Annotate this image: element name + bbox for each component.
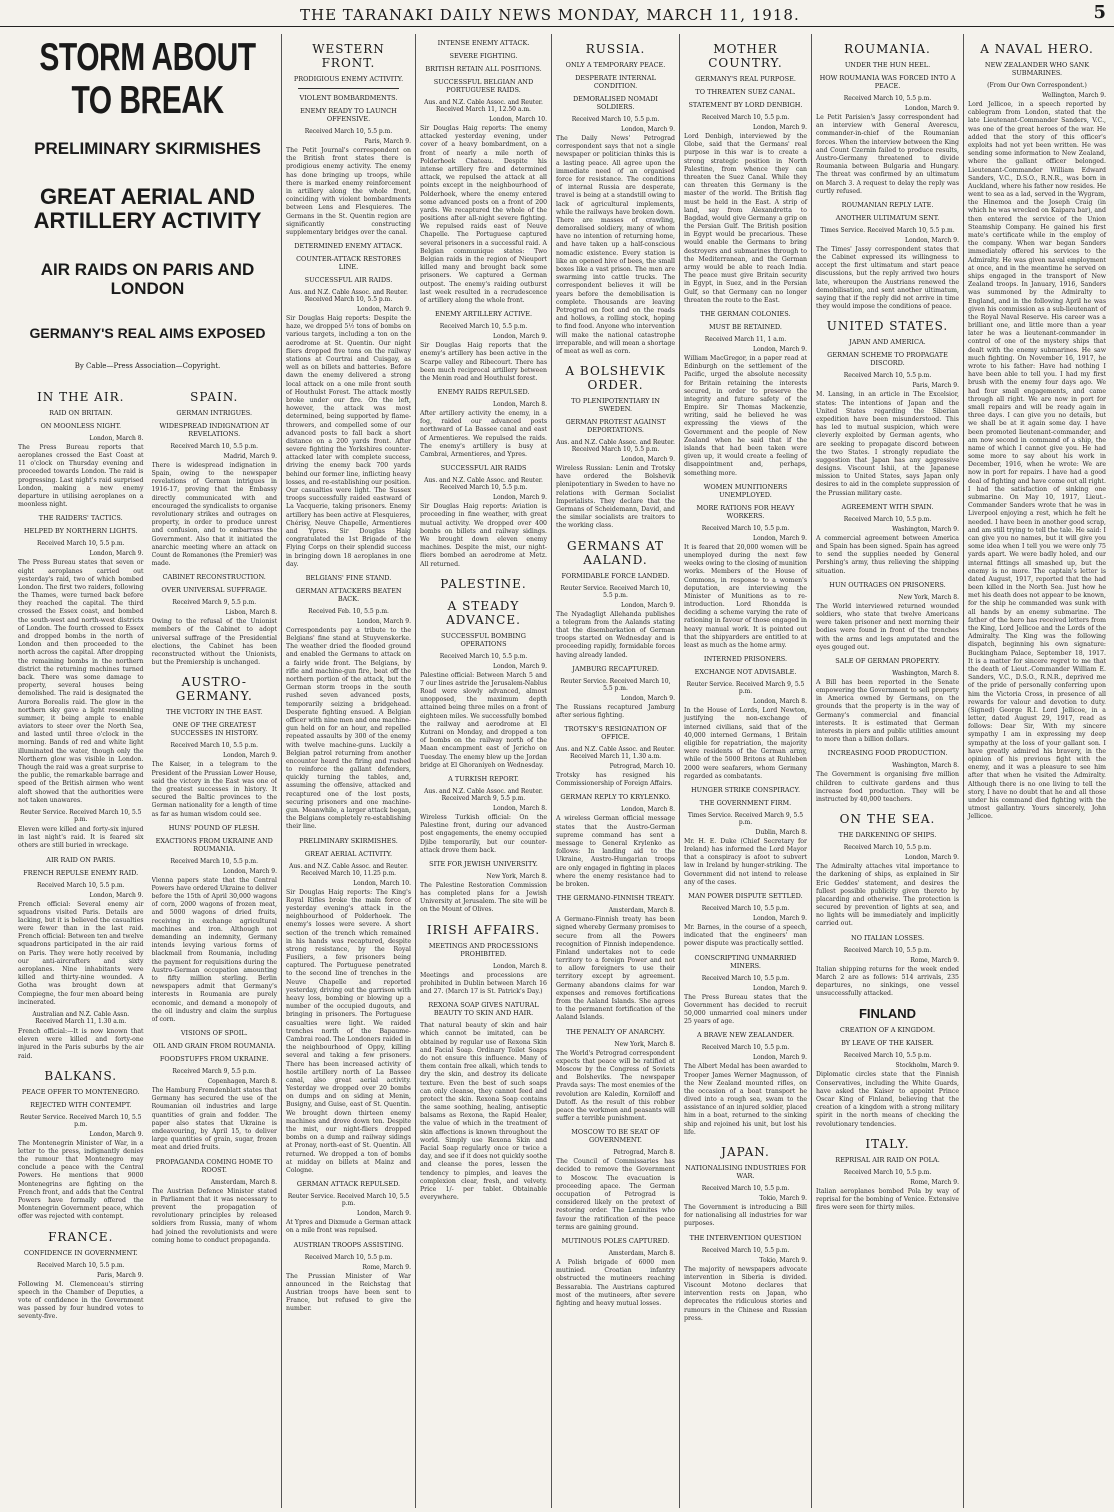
subhead: MEETINGS AND PROCESSIONS PROHIBITED. xyxy=(428,941,539,958)
subhead: MUTINOUS POLES CAPTURED. xyxy=(561,1236,670,1245)
place: London, March 9. xyxy=(89,891,144,899)
section-title: A BOLSHEVIK ORDER. xyxy=(565,364,666,393)
dateline: Aus. and N.Z. Cable Assoc. and Reuter. Received March 9, 5.5 p.m. xyxy=(424,787,543,802)
place: London, March 9. xyxy=(752,345,807,353)
mother-country-column xyxy=(680,34,812,1508)
dateline: Received March 10, 5.5 p.m. xyxy=(36,881,125,889)
subhead: PROPAGANDA COMING HOME TO ROOST. xyxy=(155,1157,273,1174)
dateline: Aus. and N.Z. Cable Assoc. and Reuter. Received March 11, 1.30 a.m. xyxy=(556,746,675,761)
section-title: WESTERN FRONT. xyxy=(312,42,385,70)
article-body: The Russians recaptured Jamburg after serious fighting. xyxy=(556,703,675,719)
dateline: Received March 10, 5.5 p.m. xyxy=(843,1052,932,1060)
article-body: A Polish brigade of 6000 men mutinied. Croatian infantry obstructed the mutineers reaching Bessarabia. The Austrians captured most of the mutineers, after severe fighting and heavy mutual losses. xyxy=(556,1258,675,1307)
article-body: A commercial agreement between America and Spain has been signed. Spain has agreed to send the supplies needed by General Pershing's army, thus relieving the shipping situation. xyxy=(816,534,959,575)
place: London, March 8. xyxy=(492,804,547,812)
dateline: Received March 10, 5.5 p.m. xyxy=(304,128,393,135)
dateline: Received March 9, 5.5 p.m. xyxy=(172,599,257,607)
subhead: COUNTER-ATTACK RESTORES LINE. xyxy=(296,255,401,272)
subhead: OIL AND GRAIN FROM ROUMANIA. xyxy=(152,1042,276,1051)
place: Madrid, March 9. xyxy=(223,452,277,460)
subhead: CONFIDENCE IN GOVERNMENT. xyxy=(23,1248,138,1257)
subhead: NATIONALISING INDUSTRIES FOR WAR. xyxy=(685,1164,806,1180)
place: London, March 9. xyxy=(89,1130,144,1138)
place: London, March 9. xyxy=(752,534,807,542)
subhead: GERMAN PROTEST AGAINST DEPORTATIONS. xyxy=(565,418,666,435)
article-body: Following M. Clemenceau's stirring speech in the Chamber of Deputies, a vote of confidence in the Government was passed by four hundred votes to seventy-five. xyxy=(18,1280,144,1321)
article-body: Vienna papers state that the Central Powers have ordered Ukraine to deliver before the 15th of April 30,000 wagons of corn, 2000 wagons of frozen meat, and 5000 wagons of dried fruits, receiving in exchange agricultural machines and iron. Although not demanding an indemnity, Germany intends levying various forms of blackmail from Roumania, including the payment for requisitions during the Austro-German occupation amounting to fifty million sterling. Berlin newspapers admit that Germany's interests in Roumania are purely economic, and demand a monopoly of the oil industry and claim the surplus of corn. xyxy=(151,876,277,1023)
subhead: INCREASING FOOD PRODUCTION. xyxy=(827,749,948,758)
subhead: MAN POWER DISPUTE SETTLED. xyxy=(688,892,803,900)
subhead: THE GERMAN COLONIES. xyxy=(700,309,791,318)
subhead: GERMAN ATTACK REPULSED. xyxy=(296,1180,401,1189)
article-body: The Nyadagligt Allehanda publishes a telegram from the Aalands stating that the disembarkation of German troops started on Wednesday and is proceeding rapidly, formidable forces having already landed. xyxy=(556,610,675,659)
section-title: A STEADY ADVANCE. xyxy=(446,598,521,627)
dateline: Received March 10, 5.5 p.m. xyxy=(843,1168,932,1176)
subhead: SITE FOR JEWISH UNIVERSITY. xyxy=(429,859,538,868)
place: London, March 9. xyxy=(620,601,675,609)
place: London, March 9. xyxy=(752,915,807,922)
place: Petrograd, March 8. xyxy=(613,1149,675,1157)
place: London, March 8. xyxy=(620,806,675,814)
dateline: Received March 10, 5.5 p.m. xyxy=(170,442,259,450)
subhead: VIOLENT BOMBARDMENTS. xyxy=(299,94,398,102)
dateline: Received Feb. 10, 5.5 p.m. xyxy=(308,607,389,615)
place: London, March 9. xyxy=(356,1210,411,1218)
article-body: The Council of Commissaries has decided to remove the Government to Moscow. The evacuation is proceeding apace. The German occupation of Petrograd is considered likely on the pretext of restoring order. The Leninites who favour the ratification of the peace terms are gaining ground. xyxy=(556,1158,675,1231)
subhead: DESPERATE INTERNAL CONDITION. xyxy=(575,74,656,90)
article-body: It is feared that 20,000 women will be unemployed during the next few weeks owing to the closing of munition works. Members of the House of Commons, in response to a women's deputation, are interviewing the Minister of Munitions as to re-introduction. Lord Rhondda is deciding a scheme varying the rate of rationing in favour of those engaged in heavy manual work. It is pointed out that the shipyarders are entitled to at least as much as the home army. xyxy=(684,543,807,649)
place: Lisbon, March 8. xyxy=(225,609,277,617)
section-title: RUSSIA. xyxy=(585,42,646,56)
place: London, March 9. xyxy=(492,662,547,670)
subhead: EXCHANGE NOT ADVISABLE. xyxy=(694,668,797,677)
section-title: IRISH AFFAIRS. xyxy=(426,922,541,937)
subhead: THE DARKENING OF SHIPS. xyxy=(838,831,937,840)
subhead: AUSTRIAN TROOPS ASSISTING. xyxy=(293,1240,404,1249)
dateline: Times Service. Received March 10, 5.5 p.m. xyxy=(820,226,955,234)
article-body: Owing to the refusal of the Unionist members of the Cabinet to adopt universal suffrage of the Presidential elections, the Cabinet has been reconstructed without the Unionists, but the Premiership is unchanged. xyxy=(151,618,277,667)
subhead: SEVERE FIGHTING. xyxy=(449,52,518,60)
dateline: Received March 10, 5.5 p.m. xyxy=(36,1261,125,1269)
place: London, March 8. xyxy=(492,401,547,409)
subhead: HELPED BY NORTHERN LIGHTS. xyxy=(23,527,138,536)
place: Washington, March 8. xyxy=(892,669,959,677)
place: Petrograd, March 10. xyxy=(609,763,675,771)
dateline: Received March 10, 5.5 p.m. xyxy=(843,946,932,954)
subhead: VISIONS OF SPOIL. xyxy=(180,1029,248,1038)
subhead: THE GERMANO-FINNISH TREATY. xyxy=(556,894,675,903)
article-body: French official:—It is now known that eleven were killed and forty-one injured in the Paris suburbs by the air raid. xyxy=(18,1027,144,1060)
article-body: A wireless German official message states that the Austro-German supreme command has sent a message to General Krylenko as follows: In landing aid to the Ukraine, Austro-Hungarian troops are only engaged in fighting in places where the enemy resistance had to be broken. xyxy=(556,815,675,888)
article-body: M. Lansing, in an article in The Excelsior, states: The intentions of Japan and the United States regarding the Siberian expedition have been misunderstood. This has led to mutual suspicion, which were cleverly exploited by German agents, who are seeking to propagate discord between the two States. I strongly repudiate the suggestion that Japan has any aggressive designs. Viscount Ishii, at the Japanese mission to United States, says Japan only desires to aid in the complete suppression of the Prussian military caste. xyxy=(816,391,959,497)
article-body: Italian shipping returns for the week ended March 2 are as follows: 514 arrivals, 235 departures, no sinkings, one vessel unsuccessfully attacked. xyxy=(816,965,959,998)
dateline: Aus. and N.Z. Cable Assoc. and Reuter. Received March 10, 5.5 p.m. xyxy=(289,289,408,304)
article-body: The Hamburg Fremdenblatt states that Germany has secured the use of the Roumanian oil industries and large quantities of grain and fodder. The paper also states that Ukraine is endeavouring, by April 15, to deliver large quantities of grain, sugar, frozen meat and dried fruits. xyxy=(151,1087,277,1152)
article-body: The Government is introducing a Bill for nationalising all industries for war purposes. xyxy=(684,1204,807,1228)
article-body: Meetings and processions are prohibited in Dublin between March 16 and 27. (March 17 is St. Patrick's Day.) xyxy=(420,971,547,995)
dateline: Reuter Service. Received March 10, 5.5 p.m. xyxy=(560,677,671,692)
article-body: The World interviewed returned wounded soldiers, who state that twelve Americans were taken prisoner and next morning their bodies were found in front of the trenches with the arms and legs amputated and the eyes gouged out. xyxy=(816,602,959,651)
place: New York, March 8. xyxy=(898,593,959,601)
place: Rome, March 9. xyxy=(910,956,959,964)
subhead: SUCCESSFUL AIR RAIDS. xyxy=(304,276,393,285)
subhead: SUCCESSFUL AIR RAIDS xyxy=(440,464,527,473)
subhead: THE VICTORY IN THE EAST. xyxy=(166,708,263,717)
section-title: IN THE AIR. xyxy=(37,389,125,404)
place: London, March 8. xyxy=(89,434,144,442)
dateline: Received March 10, 5.5 p.m. xyxy=(439,323,528,331)
subhead: AIR RAID ON PARIS. xyxy=(46,855,116,864)
place: London, March 10. xyxy=(353,879,411,887)
article-body: Sir Douglas Haig reports: Aviation is proceeding in fine weather, with great mutual activity. We dropped over 400 bombs on billets and railway sidings. We brought down eleven enemy machines. Despite the mist, our night-fliers bombed an aerodrome at Metz. All returned. xyxy=(420,503,547,568)
article-body: A Germano-Finnish treaty has been signed whereby Germany promises to secure from all the Powers recognition of Finnish independence. Finland undertakes not to cede territory to a foreign Power and not to allow foreigners to use their territory except by agreement. Germany abandons claims for war expenses and removes fortifications from the Aaland Islands. She agrees to the permanent fortification of the Aaland Islands. xyxy=(556,916,675,1022)
dateline: Received March 10, 5.5 p.m. xyxy=(843,844,932,852)
subhead: TROTSKY'S RESIGNATION OF OFFICE. xyxy=(564,725,667,742)
place: London, March 9. xyxy=(752,984,807,992)
dateline: (From Our Own Correspondent.) xyxy=(987,82,1087,89)
section-title: UNITED STATES. xyxy=(826,319,949,334)
subhead: MORE RATIONS FOR HEAVY WORKERS. xyxy=(696,503,795,520)
subhead: THE INTERVENTION QUESTION xyxy=(689,1233,802,1242)
subhead: GREAT AERIAL ACTIVITY. xyxy=(304,849,393,858)
subhead: CREATION OF A KINGDOM. xyxy=(839,1026,936,1035)
article-body: Eleven were killed and forty-six injured in last night's raid. It is feared six others are still buried in wreckage. xyxy=(18,825,144,850)
subhead: NO ITALIAN LOSSES. xyxy=(850,933,925,942)
dateline: Reuter Service. Received March 10, 5.5 p.m. xyxy=(287,1193,410,1208)
article-body: The Daily News' Petrograd correspondent says that not a single newspaper or politician thinks this is a lasting peace. All agree upon the immediate need of an organised force for resistance. The conditions of internal Russia are desperate, travel is being at a standstill owing to lack of agricultural implements, while the railways have broken down. There are masses of crawling, demoralised soldiery, many of whom have no intention of returning home, and have taken up a half-conscious nomadic existence. Every station is like an opened hive of bees, the small boxes like a vast prison. The men are swarming into cattle trucks. The correspondent believes it will be years before the demobilisation is complete. Thousands are leaving Petrograd on foot and on the roads and hollows, a rolling stock, hoping to find food. Anyone who intervention will make the national catastrophe irreparable, and will mean a shortage of meat as well as corn. xyxy=(556,135,675,355)
subhead: GERMAN INTRIGUES. xyxy=(176,408,253,417)
dateline: Reuter Service. Received March 9, 5.5 p.m. xyxy=(686,681,805,696)
article-body: The World's Petrograd correspondent expects that peace will be ratified at Moscow by the Congress of Soviets and Bolsheviks. The newspaper Pravda says: The most enemies of the revolution are Kaledin, Korniloff and Dutoff. As the result of this robber peace the workmen and peasants will suffer a terrible punishment. xyxy=(556,1049,675,1123)
subhead: HOW ROUMANIA WAS FORCED INTO A PEACE. xyxy=(819,74,956,90)
subhead: FOODSTUFFS FROM UKRAINE. xyxy=(159,1055,269,1064)
place: London, March 8. xyxy=(492,962,547,970)
western-front-column xyxy=(282,34,416,1508)
dateline: Aus. and N.Z. Cable Assoc. and Reuter. Received March 10, 11.25 p.m. xyxy=(289,862,408,877)
article-body: The Press Bureau states that seven or eight aeroplanes carried out yesterday's raid, two of which bombed London. The first two raiders, following the Thames, were turned back before they reached the capital. The third crossed the Essex coast, and bombed the south-west and north-west districts of London. The fourth crossed to Essex and dropped bombs in the north of London and then proceeded to the north across the capital. After dropping the remaining bombs in the northern district the returning machines turned back. There was some damage to property, several houses being demolished. The raid is designated the Aurora Borealis raid. The glow in the northern sky gave a light resembling summer, it being ample to enable aviators to steer over the North Sea, and lasted until three o'clock in the morning. Bands of red and white light illuminated the water, though only the Northern glow was visible in London. Though the raid was a great surprise to the public, the remarkable barrage and speed of the British airmen who went aloft showed that the authorities were not taken unawares. xyxy=(18,559,144,804)
place: London, March 9. xyxy=(904,236,959,244)
subhead: GERMAN SCHEME TO PROPAGATE DISCORD. xyxy=(827,351,948,368)
place: Tokio, March 9. xyxy=(759,1195,807,1202)
article-body: The Press Bureau states that the Government has decided to recruit 50,000 unmarried coal miners under 25 years of age. xyxy=(684,993,807,1026)
section-title: PALESTINE. xyxy=(440,576,527,591)
place: London, March 9. xyxy=(356,617,411,625)
subhead: A TURKISH REPORT. xyxy=(448,774,519,783)
article-body: The Austrian Defence Minister stated in Parliament that it was necessary to prevent the propagation of revolutionary principles by released soldiers from Russia, many of whom had joined the revolutionists and were coming home to conduct propaganda. xyxy=(151,1187,277,1244)
lead-column xyxy=(14,34,282,1508)
dateline: Received March 10, 5.5 p.m. xyxy=(843,372,932,380)
advertisement-body: That natural beauty of skin and hair which cannot be imitated, can be obtained by regular use of Rexona Skin and Facial Soap. Ordinary Toilet Soaps do not ensure this influence. Many of them contain free alkali, which tends to dry the skin, and destroy its delicate texture. Even the best of such soaps can only cleanse, they cannot feed and protect the skin. Rexona Soap contains the same soothing, healing, antiseptic balsams as Rexona, the Rapid Healer, the value of which in the treatment of skin affections is known throughout the world. Simply use Rexona Skin and Facial Soap regularly once or twice a day, and see if it does not quickly soothe and cleanse the pores, lessen the tendency to pimples, and leaves the complexion clear, fresh, and velvety. Price 1/- per tablet. Obtainable everywhere. xyxy=(420,1022,547,1202)
article-body: A Bill has been reported in the Senate empowering the Government to sell property in America owned by Germans, on the grounds that the property is in the way of Germany's commercial and financial interests. It is estimated that German interests in piers and public utilities amount to more than a billion dollars. xyxy=(816,678,959,744)
place: London, March 9. xyxy=(752,1054,807,1062)
subhead: HUN OUTRAGES ON PRISONERS. xyxy=(829,580,946,589)
subhead: HUNS' POUND OF FLESH. xyxy=(168,823,260,832)
subhead: TO THREATEN SUEZ CANAL. xyxy=(695,88,796,96)
subhead: ON MOONLESS NIGHT. xyxy=(40,421,122,430)
dateline: Received March 10, 5.5 p.m. xyxy=(701,524,790,532)
place: Paris, March 9. xyxy=(912,382,959,390)
subhead: STATEMENT BY LORD DENBIGH. xyxy=(688,101,803,109)
dateline: Received March 11, 1 a.m. xyxy=(704,335,787,343)
dateline: Reuter Service. Received March 10, 5.5 p.m. xyxy=(19,808,142,823)
subhead: SALE OF GERMAN PROPERTY. xyxy=(835,656,940,665)
article-body: Palestine official: Between March 5 and 7 our lines astride the Jerusalem-Nablus Road were slowly advanced, almost unopposed, the maximum depth attained being three miles on a front of eighteen miles. We successfully bombed the railway and aerodrome at El Kutrani on Monday, and dropped a ton of bombs on the railway north of the Maan encampment east of Jericho on Tuesday. The enemy blew up the Jordan bridge at El Ghoraniyeh on Wednesday. xyxy=(420,671,548,769)
subhead: JAPAN AND AMERICA. xyxy=(849,338,926,347)
place: Dublin, March 8. xyxy=(755,828,807,836)
article-body: At Ypres and Dixmude a German attack on a mile front was repulsed. xyxy=(286,1219,411,1235)
article-body: William MacGregor, in a paper read at Edinburgh on the settlement of the Pacific, urged the absolute necessity for Britain retaining the interests secured, in order to preserve the integrity and future safety of the Empire. Sir Thomas Mackenzie, writing, said he believed he was expressing the views of the Government and the people of New Zealand when he said that if the islands that had been taken were given up, it would create a feeling of disappointment and, perhaps, something more. xyxy=(684,354,807,477)
subhead: THE GOVERNMENT FIRM. xyxy=(699,798,792,807)
subhead: PRELIMINARY SKIRMISHES. xyxy=(299,836,398,845)
subhead: WIDESPREAD INDIGNATION AT REVELATIONS. xyxy=(159,421,270,438)
subhead: BRITISH RETAIN ALL POSITIONS. xyxy=(425,65,542,73)
section-title: AUSTRO-GERMANY. xyxy=(175,675,253,704)
article-body: Lord Jellicoe, in a speech reported by cablegram from London, stated that the late Lieutenant-Commander Sanders, V.C., was one of the great heroes of the war. He added that the story of this officer's exploits had not yet been written. He was sending some information to New Zealand, where the gallant officer belonged. Lieutenant-Commander William Edward Sanders, V.C., D.S.O., R.N.R., was born in Auckland, where his father now resides. He went to sea as a lad, served in the Wygram, the Hinemoa and the Joseph Craig (in which he was wrecked on Kaipara bar), and then entered the service of the Union Steamship Company. He gained his first mate's certificate while in the employ of the company. When war began Sanders immediately offered his services to the Admiralty. He was given naval employment at once, and in the meantime he served on ships engaged in the transport of New Zealand troops. In January, 1916, Sanders was summoned by the Admiralty to England, and in the following April he was given his commission as a sub-lieutenant of the Royal Naval Reserve. His career was a brilliant one, and little more than a year later he was a lieutenant-commander in control of one of the mystery ships that dealt with the enemy submarines. He saw much fighting. On November 16, 1917, he wrote to his father: Have had nothing I have been able to tell you. I had my first brush with the enemy four days ago. We had four small engagements, and came through all right. We are now in port for small repairs and will be ready again in three days. I can give you no details, but we shall be at it again some day. I have been promoted lieutenant-commander, and am now second in command of a ship, the name of which I cannot give you. He had some more to say about his work in December, 1916, when he wrote: We are now in port for repairs. I have had a good deal of fighting and have come out all right. I had the satisfaction of sinking one submarine. On May 10, 1917, Lieut.-Commander Sanders wrote that he was in Liverpool enjoying a rest, which he felt he needed. I have been in another good scrap, and am still trying to tell the tale. He said: I can give you no names, but it will give you some idea when I tell you we were only 75 yards apart. We were badly holed, and our internal fittings all smashed up, but the enemy is no more. The captain's letter is dated August, 1917, reported that the had been killed in the North Sea. Just how he met his death does not appear to be known, for the ship he commanded was sunk with all hands by an enemy submarine. The father of the hero has received letters from the King, Lord Jellicoe and the Lords of the Admiralty. The King was the following dispatch, beginning his own signature: Buckingham Palace, September 18, 1917. It is a matter for sincere regret to me that the death of Lieut.-Commander William E. Sanders, V.C., D.S.O., R.N.R., deprived me of the pride of personally conferring upon him the Victoria Cross, in presence of all rewards for valour and devotion to duty. (Signed) George R.I. Lord Jellicoe, in a letter, dated August 29, 1917, read as follows: Dear Sir, With my sincere sympathy I am in expressing my deep sympathy at the loss of your gallant son. I have greatly admired his bravery, in the opinion of his previous fight with the enemy, and it was a pleasure to see him after that when he visited the Admiralty. Although there is no one living to tell the story, I have no doubt that he and all those under his command died fighting with the utmost gallantry. Yours sincerely, John Jellicoe. xyxy=(968,101,1106,821)
article-body: The Press Bureau reports that aeroplanes crossed the East Coast at 11 o'clock on Thursday evening and proceeded towards London. The raid is progressing. Last night's raid surprised London, making a new enemy departure in utilising aeroplanes on a moonless night. xyxy=(18,443,144,509)
article-body: The Times' Jassy correspondent states that the Cabinet expressed its willingness to accept the first ultimatum and start peace discussions, but the reply arrived two hours late, whereupon the Austrians renewed the demobilisation, and sent another ultimatum, saying that if the reply did not arrive in time they would impose the conditions of peace. xyxy=(816,245,959,311)
dateline: Aus. and N.Z. Cable Assoc. and Reuter. Received March 11, 12.50 a.m. xyxy=(424,99,543,113)
place: London, March 9. xyxy=(222,867,277,875)
section-title: A NAVAL HERO. xyxy=(980,42,1094,56)
subhead: CONSCRIPTING UNMARRIED MINERS. xyxy=(694,953,797,970)
dateline: Received March 10, 5.5 p.m. xyxy=(701,905,790,912)
dateline: Australian and N.Z. Cable Assn. Received March 11, 1.30 a.m. xyxy=(32,1010,130,1025)
subhead: OVER UNIVERSAL SUFFRAGE. xyxy=(161,586,268,595)
dateline: Received March 10, 5.5 p.m. xyxy=(843,95,932,102)
russia-column xyxy=(552,34,680,1508)
subhead: FORMIDABLE FORCE LANDED. xyxy=(561,571,670,580)
place: Washington, March 8. xyxy=(892,762,959,770)
section-title: ROUMANIA. xyxy=(844,42,931,56)
divider xyxy=(298,88,399,89)
place: London, March 9. xyxy=(492,494,547,502)
article-body: Sir Douglas Haig reports: The King's Royal Rifles broke the main force of yesterday evening's attack in the neighbourhood of Polderhoek. The enemy's losses were severe. A short section of the trench which remained in his hands was recaptured, despite strong resistance, by the Royal Fusiliers, a few prisoners being captured. The Portuguese penetrated to the second line of trenches in the Neuve Chapelle and reported yesterday, driving out the garrison with heavy loss, bombing or blowing up a number of the occupied dugouts, and bringing in prisoners. The Portuguese casualties were light. We raided trenches north of the Bapaume-Cambrai road. The Londoners raided in the neighbourhood of Oppy, killing several and taking a few prisoners. There has been increased activity of hostile artillery north of La Bassee canal, also great aerial activity. Yesterday we dropped over 20 bombs on dumps and on siding at Menin, Busigny, and Guise, east of St. Quentin. We brought down thirteen enemy machines and drove down ten. Despite the mist, our night-fliers dropped bombs on a dump and railway sidings at Pronay, north-east of St. Quentin. All returned. We dropped a ton of bombs at midday on billets at Mainz and Cologne. xyxy=(286,888,411,1174)
subhead: A BRAVE NEW ZEALANDER. xyxy=(696,1031,795,1040)
place: Rome, March 9. xyxy=(362,1263,411,1271)
subhead: ROUMANIAN REPLY LATE. xyxy=(841,200,934,209)
article-body: After artillery activity the enemy, in a fog, raided our advanced posts northward of La Bassee canal and east of Armentieres. We repulsed the raids. The enemy's artillery is busy at Cambrai, Armentieres, and Ypres. xyxy=(420,410,547,458)
subhead: NEW ZEALANDER WHO SANK SUBMARINES. xyxy=(984,61,1090,77)
place: Wellington, March 9. xyxy=(1042,92,1106,99)
place: London, March 9. xyxy=(492,333,547,341)
section-title: JAPAN. xyxy=(721,1145,770,1159)
dateline: Reuter Service. Received March 10, 5.5 p.m. xyxy=(19,1113,142,1128)
article-body: French official: Several enemy air squadrons visited Paris. Details are lacking, but it is believed the casualties were fewer than in the last raid. French official: Between ten and twelve squadrons participated in the air raid on Paris. They were hotly received by our anti-aircrafters and sixty aeroplanes. Nine inhabitants were killed and thirty-nine wounded. A Gotha was brought down at Compiegne, the four men aboard being incinerated. xyxy=(18,900,144,1006)
spain-subcolumn xyxy=(152,382,278,1326)
article-body: The Admiralty attaches vital importance to the darkening of ships, as explained in Sir Eric Geddes' statement, and desires the fullest possible publicity given thereto by placarding and otherwise. The protection is secured by prevention of lights at sea, and no lights will be immediately and implicitly carried out. xyxy=(816,863,959,928)
place: London, March 9. xyxy=(356,306,411,314)
place: Copenhagen, March 8. xyxy=(207,1078,277,1086)
dateline: Received March 10, 5.5 p.m. xyxy=(701,114,790,121)
dateline: Received March 10, 5.5 p.m. xyxy=(701,974,790,982)
dateline: Received March 10, 5.5 p.m. xyxy=(170,857,259,865)
subhead: PRODIGIOUS ENEMY ACTIVITY. xyxy=(293,75,404,83)
roumania-column xyxy=(812,34,964,1508)
article-body: The Montenegrin Minister of War, in a letter to the press, indignantly denies the rumour that Montenegro may conclude a peace with the Central Powers. He mentions that 9000 Montenegrins are fighting on the French front, and adds that the Central Powers have formally offered the Montenegrin Government peace, which offer was rejected with contempt. xyxy=(18,1139,144,1221)
lead-deck-3: AIR RAIDS ON PARIS AND LONDON xyxy=(40,260,255,298)
place: Rome, March 9. xyxy=(910,1178,959,1186)
place: London, March 9. xyxy=(620,126,675,133)
subhead: BY LEAVE OF THE KAISER. xyxy=(841,1039,934,1048)
dateline: Received March 10, 5.5 p.m. xyxy=(170,742,259,750)
dateline: Received March 10, 5.5 p.m. xyxy=(571,116,660,123)
air-subcolumn xyxy=(18,382,144,1326)
section-title: FINLAND xyxy=(858,1006,917,1022)
naval-hero-column xyxy=(964,34,1110,1508)
subhead: SUCCESSFUL BOMBING OPERATIONS xyxy=(441,631,526,648)
place: London, March 9. xyxy=(222,752,277,760)
section-title: FRANCE. xyxy=(48,1229,114,1244)
place: Paris, March 9. xyxy=(97,1271,144,1279)
lead-subcolumns xyxy=(18,382,277,1326)
subhead: FRENCH REPULSE ENEMY RAID. xyxy=(23,868,139,877)
section-title: SPAIN. xyxy=(190,389,239,404)
place: Tokio, March 9. xyxy=(759,1256,807,1264)
article-body: Diplomatic circles state that the Finnish Conservatives, including the White Guards, have asked the Kaiser to appoint Prince Oscar King of Finland, believing that the creation of a kingdom with a strong military spirit in the north means of checking the revolutionary tendencies. xyxy=(816,1071,959,1128)
dateline: Received March 10, 5.5 p.m. xyxy=(439,652,528,660)
dateline: Received March 10, 5.5 p.m. xyxy=(701,1185,790,1192)
section-title: BALKANS. xyxy=(44,1068,118,1083)
dateline: Received March 10, 5.5 p.m. xyxy=(701,1246,790,1254)
article-body: Mr. H. E. Duke (Chief Secretary for Ireland) has informed the Lord Mayor that a conspiracy is afoot to subvert law in Ireland by hunger-striking. The Government did not intend to release any of the cases. xyxy=(684,837,807,886)
masthead xyxy=(0,0,1114,27)
subhead: EXACTIONS FROM UKRAINE AND ROUMANIA. xyxy=(155,836,273,853)
place: London, March 9. xyxy=(89,550,144,558)
place: Amsterdam, March 8. xyxy=(210,1178,277,1186)
article-body: The Palestine Restoration Commission has completed plans for a Jewish University at Jerusalem. The site will be on the Mount of Olives. xyxy=(420,881,547,914)
subhead: CABINET RECONSTRUCTION. xyxy=(162,573,266,582)
dateline: Received March 10, 5.5 p.m. xyxy=(701,1044,790,1052)
article-body: There is widespread indignation in Spain, owing to the newspaper revelations of German intrigues in 1916-17, proving that the Embassy directly communicated with and encouraged the syndicalists to organise revolutionary strikes and outrages on property, in order to produce unrest and confusion, and to embarrass the Government. Also that it initiated the anarchic meeting where an attack on Count de Romanones (the Premier) was made. xyxy=(151,461,277,568)
article-body: The Prussian Minister of War announced in the Reichstag that Austrian troops have been sent to France, but refused to give the number. xyxy=(286,1272,411,1313)
subhead: ENEMY RAIDS REPULSED. xyxy=(437,388,530,397)
place: Amsterdam, March 8. xyxy=(608,1249,675,1257)
place: London, March 9. xyxy=(752,124,807,131)
section-title: GERMANS AT AALAND. xyxy=(567,538,664,567)
article-body: The Government is organising five million children to cultivate gardens and thus increase food production. They will be instructed by 40,000 teachers. xyxy=(816,771,959,803)
byline: By Cable—Press Association—Copyright. xyxy=(74,361,221,370)
article-body: Wireless Turkish official: On the Palestine front, during our advanced post engagements, the enemy occupied Djibe temporarily, but our counter-attack drove them back. xyxy=(420,813,547,854)
subhead: DEMORALISED NOMADI SOLDIERS. xyxy=(572,95,659,111)
subhead: SUCCESSFUL BELGIAN AND PORTUGUESE RAIDS. xyxy=(433,78,534,94)
article-body: In the House of Lords, Lord Newton, justifying the non-exchange of interned civilians, said that of the 40,000 interned Germans, 1 Britain eligible for repatriation, the majority were residents of the German army, while of the 5000 Britons at Ruhleben 2000 were seafarers, whom Germany regarded as combatants. xyxy=(684,707,807,780)
subhead: THE RAIDERS' TACTICS. xyxy=(38,514,123,523)
article-body: Italian aeroplanes bombed Pola by way of reprisal for the bombing of Venice. Extensive fires were seen for thirty miles. xyxy=(816,1187,959,1212)
place: London, March 9. xyxy=(904,105,959,112)
dateline: Reuter Service. Received March 10, 5.5 p.m. xyxy=(560,584,671,599)
subhead: REPRISAL AIR RAID ON POLA. xyxy=(835,1155,940,1164)
subhead: REXONA SOAP GIVES NATURAL BEAUTY TO SKIN AND HAIR. xyxy=(428,1001,539,1018)
section-title: MOTHER COUNTRY. xyxy=(708,42,783,70)
place: Paris, March 9. xyxy=(364,138,411,145)
place: Washington, March 9. xyxy=(892,525,959,533)
place: London, March 9. xyxy=(620,456,675,464)
article-body: Mr. Barnes, in the course of a speech, indicated that the engineers' man power dispute was practically settled. xyxy=(684,924,807,948)
place: New York, March 8. xyxy=(486,872,547,880)
place: New York, March 8. xyxy=(614,1040,675,1048)
subhead: ONE OF THE GREATEST SUCCESSES IN HISTORY. xyxy=(170,721,259,738)
subhead: RAID ON BRITAIN. xyxy=(49,408,113,417)
subhead: GERMAN REPLY TO KRYLENKO. xyxy=(560,793,671,802)
place: London, March 9. xyxy=(620,694,675,702)
subhead: ENEMY ARTILLERY ACTIVE. xyxy=(434,310,533,319)
subhead: HUNGER STRIKE CONSPIRACY. xyxy=(690,785,801,794)
article-body: The Albert Medal has been awarded to Trooper James Werner Magnusson, of the New Zealand mounted rifles, on the occasion of a boat transport he dived into a rough sea, swam to the assistance of an injured soldier, placed him in a boat, returned to the sinking ship and rejoined his unit, but lost his life. xyxy=(684,1063,807,1136)
subhead: INTENSE ENEMY ATTACK. xyxy=(437,39,530,47)
dateline: Received March 10, 5.5 p.m. xyxy=(304,1253,393,1261)
dateline: Times Service. Received March 9, 5.5 p.m. xyxy=(687,811,804,826)
subhead: INTERNED PRISONERS. xyxy=(703,655,788,664)
article-body: Correspondents pay a tribute to the Belgians' fine stand at Stuyvenskerke. The weather dried the flooded ground and enabled the Germans to attack on a fairly wide front. The Belgians, by rifle and machine-gun fire, beat off the northern portion of the attack, but the German storm troops in the south rushed seven advanced posts, temporarily seizing a bridgehead. Desperate fighting ensued. A Belgian officer with nine men and one machine-gun held on for an hour, and repelled repeated assaults by 300 of the enemy with twelve machine-guns. Luckily a Belgian patrol returning from another encounter heard the firing and rushed to reinforce the gallant defenders, quickly turning the tables, and, assuming the offensive, attacked and recaptured one of the lost posts, securing prisoners and one machine-gun. Meanwhile, a larger attack began, the Belgians completely re-establishing their line. xyxy=(286,626,411,831)
subhead: UNDER THE HUN HEEL. xyxy=(844,61,931,69)
article-body: The Kaiser, in a telegram to the President of the Prussian Lower House, said the victory in the East was one of the greatest successes in history. It secured the Baltic provinces to the German nationality for a length of time as far as human wisdom could see. xyxy=(151,761,277,818)
dateline: Aus. and N.Z. Cable Assoc. and Reuter. Received March 10, 5.5 p.m. xyxy=(556,439,675,454)
article-body: Le Petit Parisien's Jassy correspondent had an interview with General Averescu, commander-in-chief of the Roumanian forces. When the interview between the King and Count Czernin failed to produce results, Austro-Germany threatened to divide Roumania between Bulgaria and Hungary. The threat was confirmed by an ultimatum on March 3. A request to delay the reply was curtly refused. xyxy=(816,114,959,195)
subhead: ENEMY READY TO LAUNCH OFFENSIVE. xyxy=(300,107,397,123)
dateline: Received March 10, 5.5 p.m. xyxy=(843,515,932,523)
article-body: Trotsky has resigned his Commissionership of Foreign Affairs. xyxy=(556,772,675,788)
article-body: Wireless Russian: Lenin and Trotsky have ordered the Bolshevik plenipotentiary in Sweden to have no relations with German Socialist Imperialists. They declare that the Germans of Scheidemann, David, and the similar socialists are traitors to the working class. xyxy=(556,465,675,530)
place: London, March 10. xyxy=(489,116,547,123)
subhead: TO PLENIPOTENTIARY IN SWEDEN. xyxy=(571,397,660,414)
page-number: 5 xyxy=(1093,2,1106,23)
place: London, March 9. xyxy=(904,854,959,862)
subhead: AGREEMENT WITH SPAIN. xyxy=(841,502,934,511)
intense-attack-column xyxy=(416,34,552,1508)
dateline: Received March 10, 5.5 p.m. xyxy=(36,540,125,548)
subhead: GERMAN ATTACKERS BEATEN BACK. xyxy=(295,586,402,603)
dateline: Aus. and N.Z. Cable Assoc. and Reuter. Received March 10, 5.5 p.m. xyxy=(424,477,543,492)
subhead: JAMBURG RECAPTURED. xyxy=(572,664,659,673)
section-title: ON THE SEA. xyxy=(839,812,936,827)
article-body: The majority of newspapers advocate intervention in Siberia is divided. Viscount Motono declares that intervention rests on Japan, who deprecates the ridiculous stories and rumours in the Chinese and Russian press. xyxy=(684,1265,807,1322)
subhead: ANOTHER ULTIMATUM SENT. xyxy=(835,213,940,222)
article-body: Sir Douglas Haig reports: The enemy attacked yesterday evening, under cover of a heavy bombardment, on a front of nearly a mile north of Polderhoek Chateau. Despite his intense artillery fire and determined attack, we repulsed the attack at all points except in the neighbourhood of Polderhoek, where the enemy entered some advanced posts on a front of 200 yards. We recaptured the whole of the positions after all-night severe fighting. We repulsed raids east of Neuve Chapelle. The Portuguese captured several prisoners in a successful raid. A Belgian communique states: Two Belgian raids in the region of Nieuport killed many and brought back some prisoners. We captured a German outpost. The enemy's raiding outburst last week resulted in a recrudescence of artillery along the whole front. xyxy=(420,125,547,304)
article-body: Sir Douglas Haig reports that the enemy's artillery has been active in the Scarpe valley and Ribecourt. There has been much reciprocal artillery between the Menin road and Houthulst forest. xyxy=(420,342,547,382)
place: London, March 8. xyxy=(752,698,807,706)
lead-deck-1: PRELIMINARY SKIRMISHES xyxy=(34,139,261,158)
subhead: BELGIANS' FINE STAND. xyxy=(305,573,392,582)
subhead: THE PENALTY OF ANARCHY. xyxy=(566,1027,665,1036)
lead-headline: STORM ABOUT TO BREAK xyxy=(39,36,256,122)
subhead: MUST BE RETAINED. xyxy=(709,322,782,331)
place: Stockholm, March 9. xyxy=(895,1062,959,1070)
lead-deck-2: GREAT AERIAL AND ARTILLERY ACTIVITY xyxy=(33,183,262,233)
subhead: WOMEN MUNITIONERS UNEMPLOYED. xyxy=(703,482,788,499)
masthead-title: THE TARANAKI DAILY NEWS MONDAY, MARCH 11, 1918. xyxy=(300,6,800,24)
place: Amsterdam, March 8. xyxy=(608,907,675,915)
article-body: The Petit Journal's correspondent on the British front states there is prodigious enemy activity. The enemy has done bringing up troops, while there is marked enemy reinforcement in artillery along the whole front, coinciding with violent bombardments between Lens and Flesquieres. The Germans in the St. Quentin region are significantly constructing supplementary bridges over the canal. xyxy=(286,147,411,236)
subhead: PEACE OFFER TO MONTENEGRO. xyxy=(21,1087,140,1096)
subhead: ONLY A TEMPORARY PEACE. xyxy=(565,61,666,69)
article-body: Lord Denbigh, interviewed by the Globe, said that the Germans' real purpose in this war is to create a strong strategic position in North Palestine, from whence they can threaten the Suez Canal. While they can threaten this Germany is the master of the world. The British flag must be held in the East. A strip of land, say from Alexandretta to Bagdad, would give Germany a grip on the Persian Gulf. The British position in Egypt would be precarious. These would enable the Germans to bring destroyers and submarines through to the Mediterranean, and the German army would be able to reach India. The peace must give Britain security in Egypt, in Suez, and in the Persian Gulf, so that Germany can no longer threaten the route to the East. xyxy=(684,133,807,304)
article-body: Sir Douglas Haig reports: Despite the haze, we dropped 5½ tons of bombs on various targets, including a ton on the aerodrome at St. Quentin. Our night fliers dropped five tons on the railway stations at Courtrai and Cuisgay, as well as on billets and batteries. Before dawn the enemy delivered a strong local attack on a one mile front south of Houthulst Forest. The attack mostly broke under our fire. On the left, however, the attack was most determined, being supported by flame-throwers, and compelled some of our advanced posts to fall back a short distance on a 200 yards front. After severe fighting the Yorkshires counter-attacked later with complete success, driving the enemy back 700 yards behind our former line, inflicting heavy losses, and re-establishing our position. Our casualties were light. The Sussex troops successfully raided eastward of La Vacquerie, taking prisoners. Enemy artillery has been active at Flesquieres, Chérisy, Neuve Chapelle, Armentieres and Ypres. Sir Douglas Haig congratulated the 1st Brigade of the Flying Corps on their splendid success in bringing down 18 aeroplanes in one day. xyxy=(286,315,411,568)
subhead: MOSCOW TO BE SEAT OF GOVERNMENT. xyxy=(571,1128,660,1145)
subhead: REJECTED WITH CONTEMPT. xyxy=(30,1100,132,1109)
subhead: DETERMINED ENEMY ATTACK. xyxy=(294,242,403,251)
subhead: GERMANY'S REAL PURPOSE. xyxy=(695,75,796,83)
lead-deck-4: GERMANY'S REAL AIMS EXPOSED xyxy=(29,325,266,342)
dateline: Received March 9, 5.5 p.m. xyxy=(172,1068,257,1076)
section-title: ITALY. xyxy=(865,1136,910,1151)
